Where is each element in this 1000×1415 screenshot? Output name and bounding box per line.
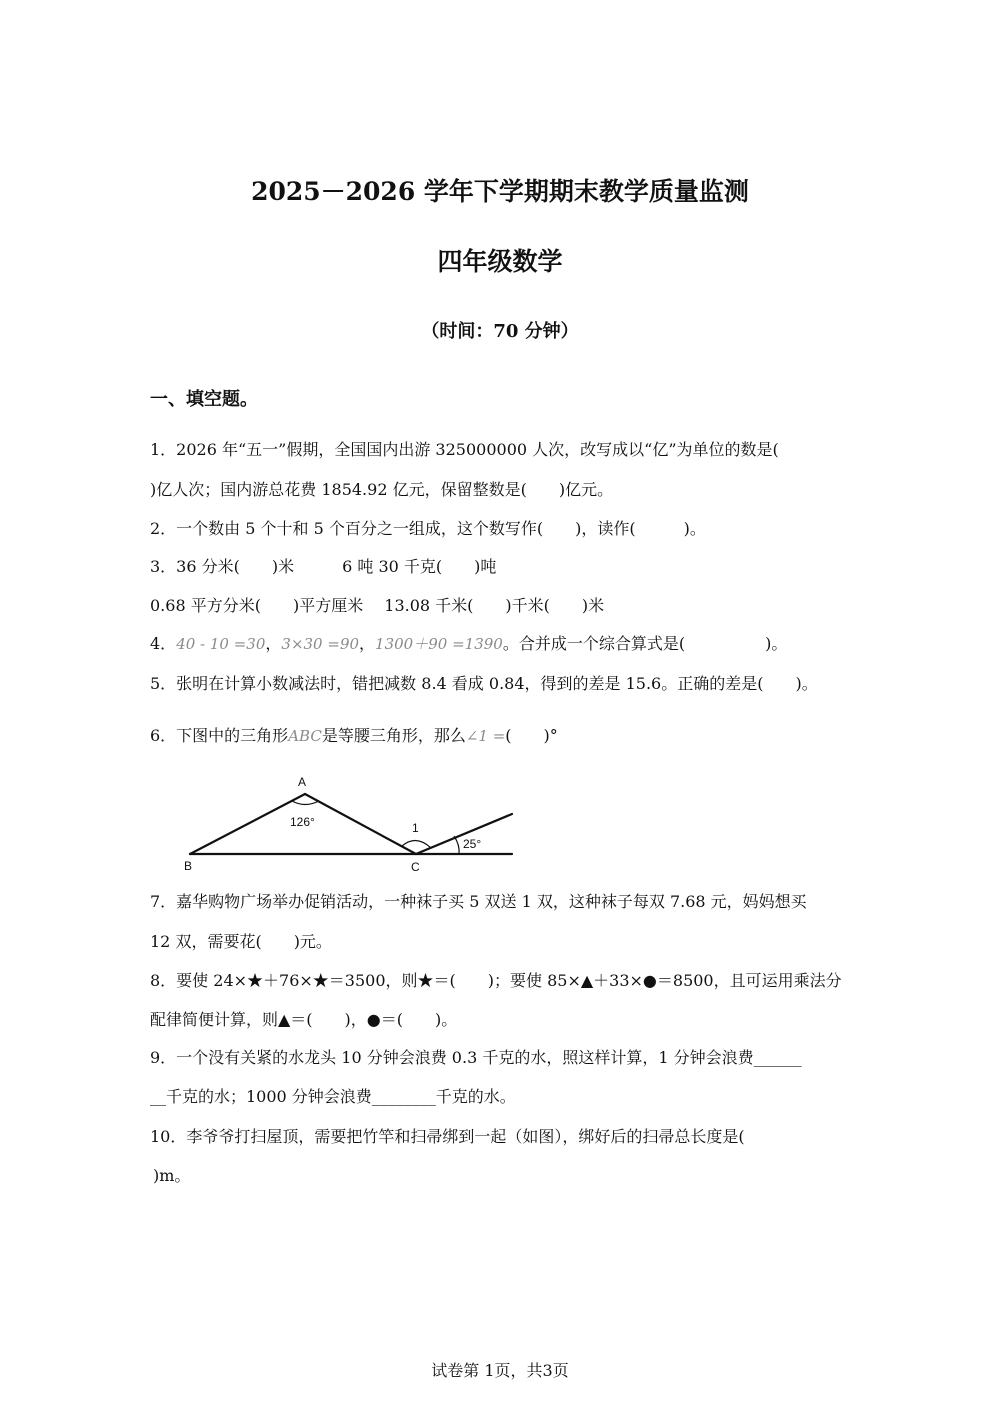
q4-separator-2: ， — [359, 634, 376, 653]
question-8-line-2: 配律简便计算，则▲＝( )，●＝( )。 — [150, 1010, 458, 1029]
q6-triangle-abc: ABC — [288, 727, 322, 745]
section-title: 一、填空题。 — [150, 389, 258, 410]
question-10-line-1: 10．李爷爷打扫屋顶，需要把竹竿和扫帚绑到一起（如图），绑好后的扫帚总长度是( — [150, 1127, 745, 1146]
exam-time: （时间：70 分钟） — [421, 321, 579, 342]
question-9-line-2: __千克的水；1000 分钟会浪费________千克的水。 — [150, 1087, 516, 1106]
question-7-line-2: 12 双，需要花( )元。 — [150, 932, 332, 951]
triangle-figure — [180, 770, 525, 875]
side-ac — [305, 794, 416, 854]
question-1-line-2: )亿人次；国内游总花费 1854.92 亿元，保留整数是( )亿元。 — [150, 480, 614, 499]
q4-separator-1: ， — [265, 634, 282, 653]
angle-1-label: 1 — [412, 821, 419, 835]
question-3-line-2: 0.68 平方分米( )平方厘米 13.08 千米( )千米( )米 — [150, 596, 605, 615]
label-a: A — [298, 775, 307, 789]
q6-angle-1: ∠1 = — [465, 727, 506, 745]
angle-a-label: 126° — [290, 815, 315, 829]
exam-subject: 四年级数学 — [437, 247, 563, 276]
q4-expression-1: 40 - 10 =30 — [176, 635, 266, 653]
q4-prefix: 4． — [150, 634, 177, 653]
question-5: 5．张明在计算小数减法时，错把减数 8.4 看成 0.84，得到的差是 15.6。正确的差是( )。 — [150, 674, 818, 693]
label-b: B — [184, 859, 193, 873]
question-4 — [150, 634, 787, 654]
question-2: 2．一个数由 5 个十和 5 个百分之一组成，这个数写作( )，读作( )。 — [150, 519, 706, 538]
question-1-line-1: 1．2026 年“五一”假期，全国国内出游 325000000 人次，改写成以“亿”为单位的数是( — [150, 440, 779, 459]
q6-suffix: ( )° — [505, 726, 558, 745]
angle-25-label: 25° — [463, 837, 482, 851]
question-9-line-1: 9．一个没有关紧的水龙头 10 分钟会浪费 0.3 千克的水，照这样计算，1 分钟会浪费______ — [150, 1048, 802, 1067]
q4-suffix: 。合并成一个综合算式是( )。 — [502, 634, 788, 653]
question-10-line-2: )m。 — [153, 1166, 191, 1185]
side-ab — [190, 794, 305, 854]
q6-middle: 是等腰三角形，那么 — [321, 726, 466, 745]
q4-expression-2: 3×30 =90 — [281, 635, 360, 653]
question-8-line-1: 8．要使 24×★＋76×★＝3500，则★＝( )；要使 85×▲＋33×●＝8500，且可运用乘法分 — [150, 971, 842, 990]
exam-title: 2025－2026 学年下学期期末教学质量监测 — [251, 177, 749, 206]
q4-expression-3: 1300＋90 =1390 — [375, 635, 503, 653]
label-c: C — [411, 860, 420, 874]
q6-prefix: 6．下图中的三角形 — [150, 726, 289, 745]
question-6 — [150, 726, 558, 746]
angle-1-arc — [402, 840, 431, 848]
angle-a-arc — [292, 801, 319, 805]
question-3-line-1: 3．36 分米( )米 6 吨 30 千克( )吨 — [150, 557, 497, 576]
question-7-line-1: 7．嘉华购物广场举办促销活动，一种袜子买 5 双送 1 双，这种袜子每双 7.68 元，妈妈想买 — [150, 892, 807, 911]
page-footer: 试卷第 1页，共3页 — [431, 1361, 569, 1380]
